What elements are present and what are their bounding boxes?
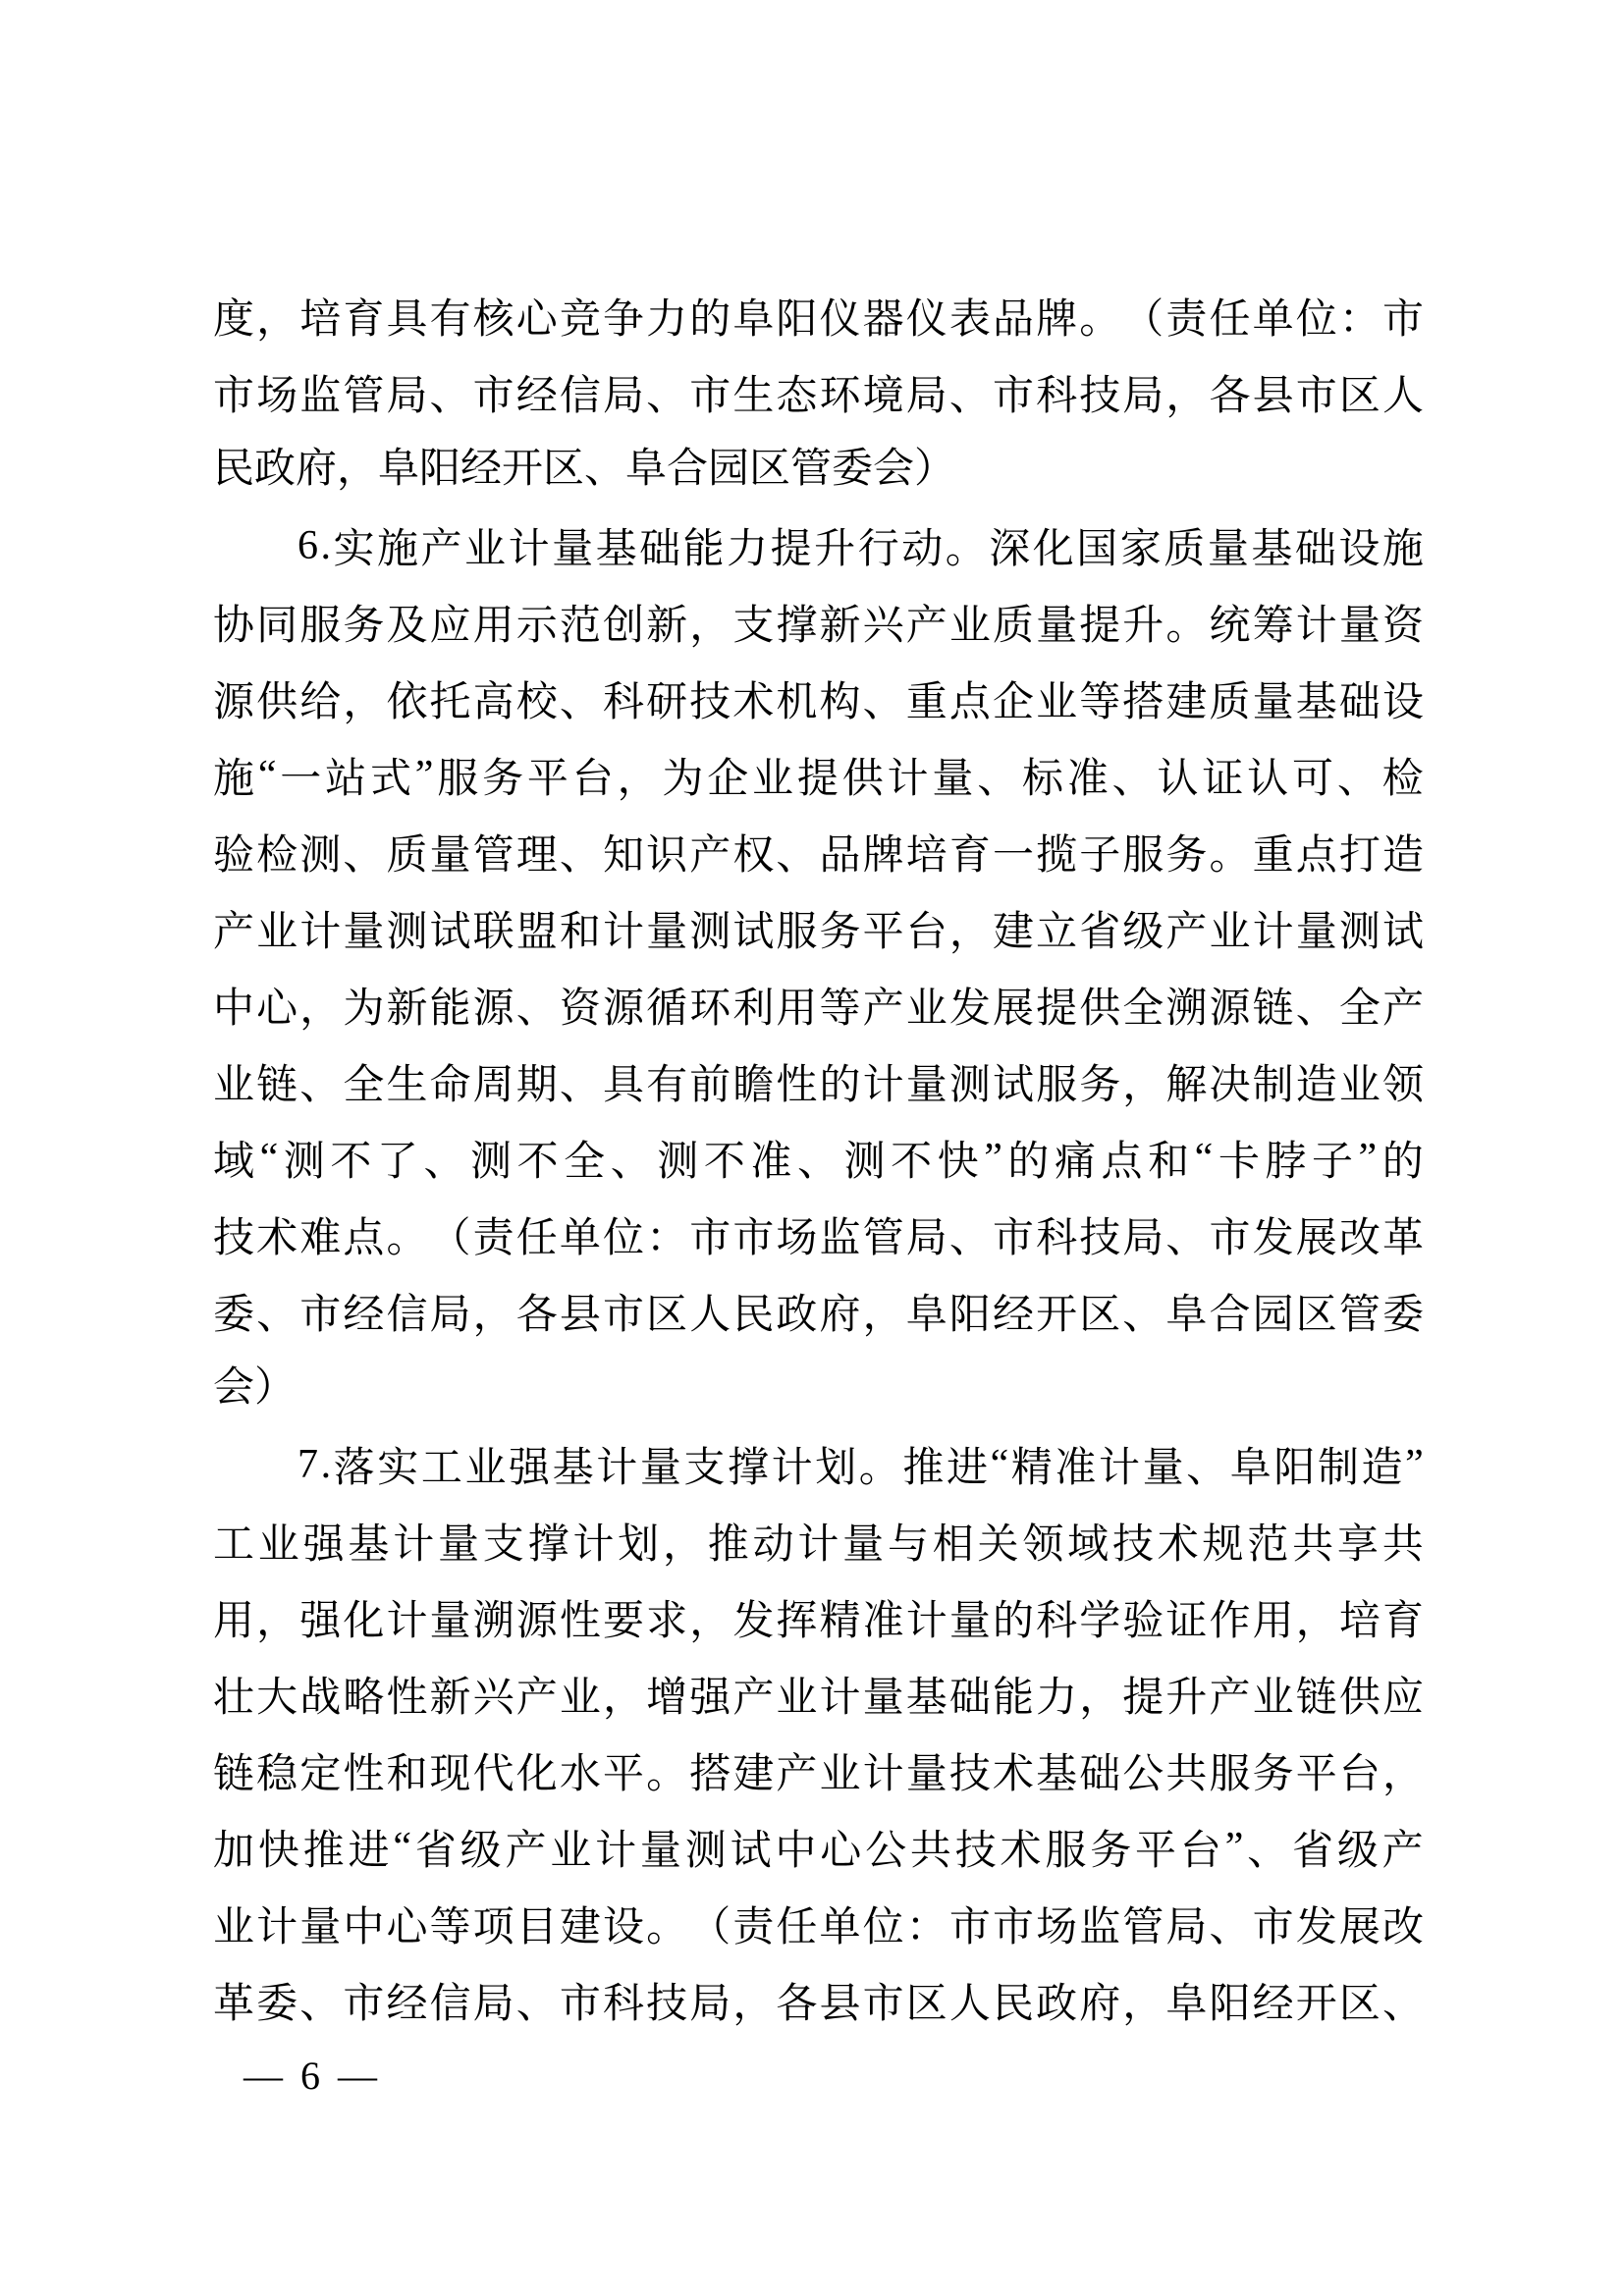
text-line: 会） xyxy=(213,1365,297,1411)
text-line: 产 业 计 量 测 试 联 盟 和 计 量 测 试 服 务 平 台 ， 建 立 省 级 产 业 计 量 测 试 xyxy=(213,910,1424,955)
text-line: 源 供 给 ， 依 托 高 校 、 科 研 技 术 机 构 、 重 点 企 业 等 搭 建 质 量 基 础 设 xyxy=(213,680,1424,725)
text-line: 工 业 强 基 计 量 支 撑 计 划 ， 推 动 计 量 与 相 关 领 域 技 术 规 范 共 享 共 xyxy=(213,1522,1424,1568)
text-line: 施 “ 一 站 式 ” 服 务 平 台 ， 为 企 业 提 供 计 量 、 标 准 、 认 证 认 可 、 检 xyxy=(213,753,1424,802)
page-number: — 6 — xyxy=(244,2054,381,2098)
text-line: 7 . 落 实 工 业 强 基 计 量 支 撑 计 划 。 推 进 “ 精 准 计 量 、 阜 阳 制 造 ” xyxy=(298,1442,1424,1491)
text-line: 度 ， 培 育 具 有 核 心 竞 争 力 的 阜 阳 仪 器 仪 表 品 牌 。 （ 责 任 单 位 ： 市 xyxy=(213,297,1424,343)
body-text xyxy=(213,278,1424,2039)
text-line: 委 、 市 经 信 局 ， 各 县 市 区 人 民 政 府 ， 阜 阳 经 开 区 、 阜 合 园 区 管 委 xyxy=(213,1293,1424,1338)
text-line: 6 . 实 施 产 业 计 量 基 础 能 力 提 升 行 动 。 深 化 国 家 质 量 基 础 设 施 xyxy=(298,523,1424,572)
text-line: 民政府，阜阳经开区、阜合园区管委会） xyxy=(213,447,956,492)
text-line: 业 链 、 全 生 命 周 期 、 具 有 前 瞻 性 的 计 量 测 试 服 务 ， 解 决 制 造 业 领 xyxy=(213,1063,1424,1108)
text-line: 技 术 难 点 。 （ 责 任 单 位 ： 市 市 场 监 管 局 、 市 科 技 局 、 市 发 展 改 革 xyxy=(213,1216,1424,1261)
text-line: 业 计 量 中 心 等 项 目 建 设 。 （ 责 任 单 位 ： 市 市 场 监 管 局 、 市 发 展 改 xyxy=(213,1905,1424,1950)
text-line: 协 同 服 务 及 应 用 示 范 创 新 ， 支 撑 新 兴 产 业 质 量 提 升 。 统 筹 计 量 资 xyxy=(213,604,1424,649)
text-line: 链 稳 定 性 和 现 代 化 水 平 。 搭 建 产 业 计 量 技 术 基 础 公 共 服 务 平 台 ， xyxy=(213,1752,1424,1797)
text-line: 市 场 监 管 局 、 市 经 信 局 、 市 生 态 环 境 局 、 市 科 技 局 ， 各 县 市 区 人 xyxy=(213,374,1424,419)
text-line: 验 检 测 、 质 量 管 理 、 知 识 产 权 、 品 牌 培 育 一 揽 子 服 务 。 重 点 打 造 xyxy=(213,833,1424,879)
text-line: 域 “ 测 不 了 、 测 不 全 、 测 不 准 、 测 不 快 ” 的 痛 点 和 “ 卡 脖 子 ” 的 xyxy=(213,1136,1424,1185)
text-line: 加 快 推 进 “ 省 级 产 业 计 量 测 试 中 心 公 共 技 术 服 务 平 台 ” 、 省 级 产 xyxy=(213,1825,1424,1874)
text-line: 壮 大 战 略 性 新 兴 产 业 ， 增 强 产 业 计 量 基 础 能 力 ， 提 升 产 业 链 供 应 xyxy=(213,1676,1424,1721)
text-line: 用 ， 强 化 计 量 溯 源 性 要 求 ， 发 挥 精 准 计 量 的 科 学 验 证 作 用 ， 培 育 xyxy=(213,1599,1424,1644)
text-line: 革 委 、 市 经 信 局 、 市 科 技 局 ， 各 县 市 区 人 民 政 府 ， 阜 阳 经 开 区 、 xyxy=(213,1982,1424,2027)
text-line: 中 心 ， 为 新 能 源 、 资 源 循 环 利 用 等 产 业 发 展 提 供 全 溯 源 链 、 全 产 xyxy=(213,987,1424,1032)
